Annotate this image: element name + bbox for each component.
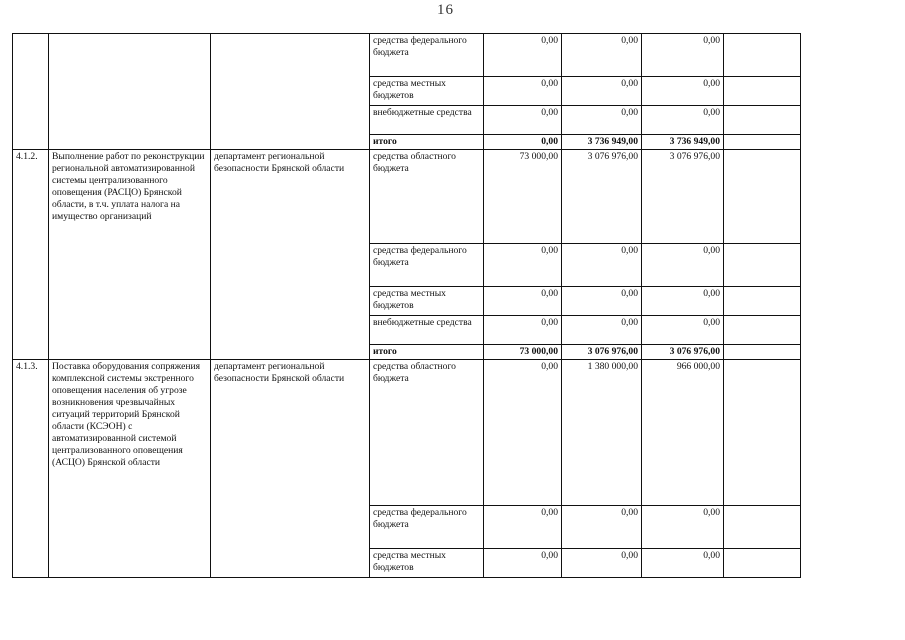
value-cell: 0,00 <box>642 316 724 345</box>
funding-source-cell: внебюджетные средства <box>370 316 484 345</box>
empty-cell <box>724 287 801 316</box>
funding-source-cell: средства местных бюджетов <box>370 77 484 106</box>
funding-source-cell: средства областного бюджета <box>370 150 484 244</box>
funding-source-cell: средства местных бюджетов <box>370 287 484 316</box>
value-cell: 0,00 <box>562 106 642 135</box>
value-cell: 0,00 <box>562 549 642 578</box>
item-number-cell <box>13 34 49 150</box>
value-cell: 0,00 <box>484 77 562 106</box>
item-executor-cell: департамент региональной безопасности Брянской области <box>211 360 370 578</box>
item-executor-cell: департамент региональной безопасности Брянской области <box>211 150 370 360</box>
value-cell: 0,00 <box>484 244 562 287</box>
empty-cell <box>724 360 801 506</box>
item-name-cell <box>49 34 211 150</box>
empty-cell <box>724 506 801 549</box>
value-cell: 3 736 949,00 <box>562 135 642 150</box>
value-cell: 0,00 <box>484 106 562 135</box>
page-number: 16 <box>437 2 454 18</box>
value-cell: 0,00 <box>484 34 562 77</box>
empty-cell <box>724 150 801 244</box>
value-cell: 0,00 <box>562 244 642 287</box>
empty-cell <box>724 34 801 77</box>
value-cell: 73 000,00 <box>484 345 562 360</box>
value-cell: 3 076 976,00 <box>562 345 642 360</box>
value-cell: 0,00 <box>562 77 642 106</box>
value-cell: 3 076 976,00 <box>562 150 642 244</box>
empty-cell <box>724 549 801 578</box>
value-cell: 0,00 <box>562 34 642 77</box>
item-number-cell: 4.1.2. <box>13 150 49 360</box>
value-cell: 3 736 949,00 <box>642 135 724 150</box>
value-cell: 0,00 <box>642 106 724 135</box>
funding-source-cell: итого <box>370 345 484 360</box>
empty-cell <box>724 106 801 135</box>
value-cell: 0,00 <box>562 316 642 345</box>
funding-source-cell: средства федерального бюджета <box>370 506 484 549</box>
value-cell: 3 076 976,00 <box>642 345 724 360</box>
funding-source-cell: итого <box>370 135 484 150</box>
value-cell: 73 000,00 <box>484 150 562 244</box>
value-cell: 0,00 <box>642 34 724 77</box>
item-name-cell: Выполнение работ по реконструкции региональной автоматизированной системы централизованного оповещения (РАСЦО) Брянской области, в т.ч. уплата налога на имущество организаций <box>49 150 211 360</box>
funding-source-cell: средства областного бюджета <box>370 360 484 506</box>
value-cell: 0,00 <box>642 244 724 287</box>
empty-cell <box>724 135 801 150</box>
table-row <box>13 360 801 506</box>
empty-cell <box>724 345 801 360</box>
value-cell: 0,00 <box>484 506 562 549</box>
empty-cell <box>724 316 801 345</box>
funding-source-cell: внебюджетные средства <box>370 106 484 135</box>
funding-source-cell: средства федерального бюджета <box>370 244 484 287</box>
value-cell: 966 000,00 <box>642 360 724 506</box>
value-cell: 1 380 000,00 <box>562 360 642 506</box>
empty-cell <box>724 77 801 106</box>
value-cell: 0,00 <box>484 287 562 316</box>
value-cell: 0,00 <box>642 549 724 578</box>
value-cell: 0,00 <box>562 287 642 316</box>
item-name-cell: Поставка оборудования сопряжения комплексной системы экстренного оповещения населения об угрозе возникновения чрезвычайных ситуаций территорий Брянской области (КСЭОН) с автоматизированной системой централизованного оповещения (АСЦО) Брянской области <box>49 360 211 578</box>
funding-source-cell: средства федерального бюджета <box>370 34 484 77</box>
item-number-cell: 4.1.3. <box>13 360 49 578</box>
value-cell: 0,00 <box>484 135 562 150</box>
value-cell: 0,00 <box>642 287 724 316</box>
empty-cell <box>724 244 801 287</box>
value-cell: 0,00 <box>562 506 642 549</box>
value-cell: 0,00 <box>642 77 724 106</box>
item-executor-cell <box>211 34 370 150</box>
table-row <box>13 150 801 244</box>
value-cell: 3 076 976,00 <box>642 150 724 244</box>
value-cell: 0,00 <box>484 316 562 345</box>
table-row <box>13 34 801 77</box>
budget-table <box>12 33 801 578</box>
value-cell: 0,00 <box>484 549 562 578</box>
value-cell: 0,00 <box>484 360 562 506</box>
funding-source-cell: средства местных бюджетов <box>370 549 484 578</box>
value-cell: 0,00 <box>642 506 724 549</box>
